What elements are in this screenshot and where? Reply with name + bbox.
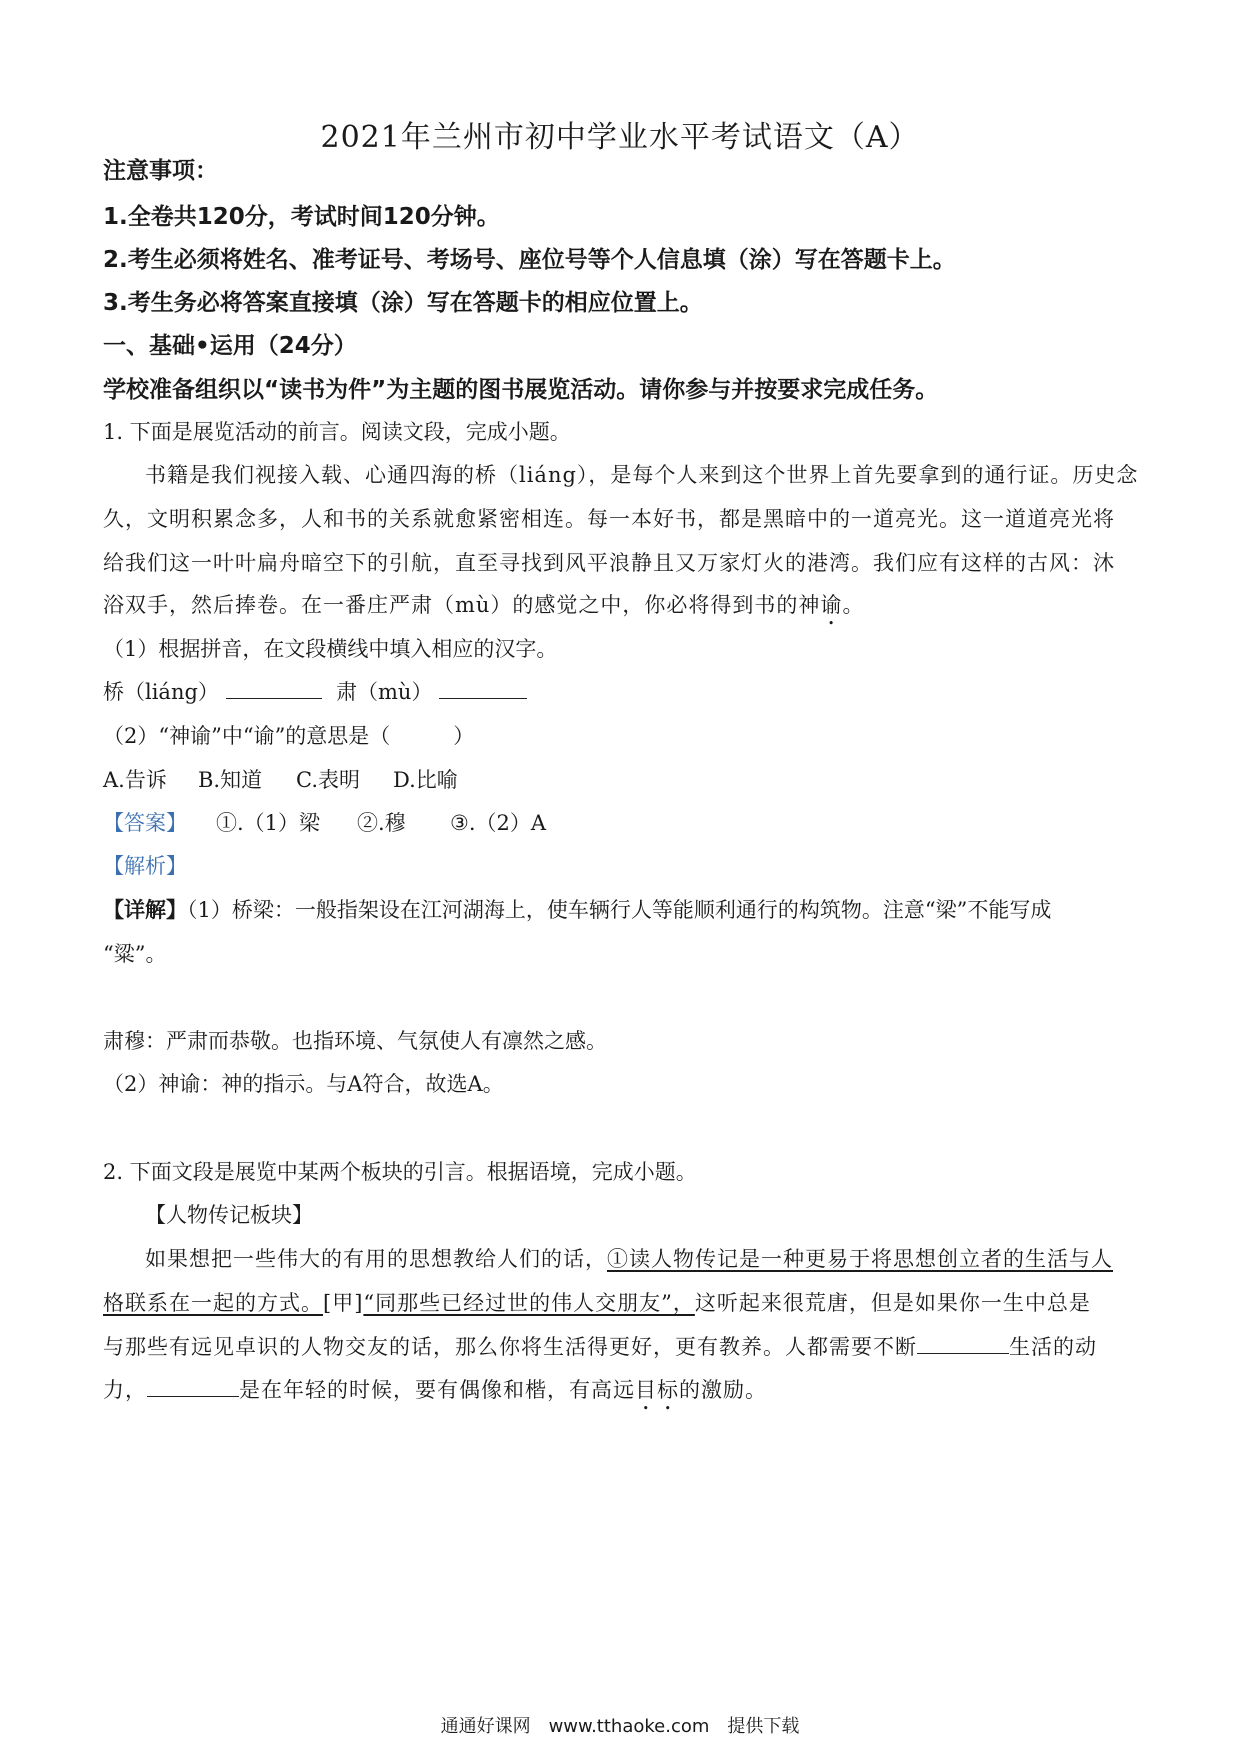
q2-line-4: 力， 是在年轻的时候，要有偶像和楷，有高远目标的激励。 bbox=[103, 1378, 767, 1402]
question-1-stem: 1. 下面是展览活动的前言。阅读文段，完成小题。 bbox=[103, 420, 571, 444]
option-d: D.比喻 bbox=[393, 768, 458, 792]
detail-line-3: 肃穆：严肃而恭敬。也指环境、气氛使人有凛然之感。 bbox=[103, 1029, 607, 1053]
detail-line-2: “粱”。 bbox=[103, 942, 167, 966]
q2-line-3: 与那些有远见卓识的人物交友的话，那么你将生活得更好，更有教养。人都需要不断 生活的动 bbox=[103, 1335, 1097, 1359]
q2-line-1: 如果想把一些伟大的有用的思想教给人们的话，①读人物传记是一种更易于将思想创立者的生活与人 bbox=[145, 1247, 1113, 1271]
sub-question-2: （2）“神谕”中“谕”的意思是（ ） bbox=[103, 724, 475, 748]
answer-label: 【答案】 bbox=[103, 811, 187, 835]
fill-blank-2[interactable] bbox=[439, 680, 527, 699]
passage-line-4: 浴双手，然后捧卷。在一番庄严肃（mù）的感觉之中，你必将得到书的神谕。 bbox=[103, 593, 865, 617]
q2-blank-2[interactable] bbox=[147, 1378, 239, 1397]
fill-item-1: 桥（liáng） bbox=[103, 676, 322, 706]
answer-2: ②.穆 bbox=[357, 811, 406, 835]
question-2-stem: 2. 下面文段是展览中某两个板块的引言。根据语境，完成小题。 bbox=[103, 1160, 697, 1184]
option-c: C.表明 bbox=[296, 768, 360, 792]
notice-heading: 注意事项： bbox=[103, 158, 218, 184]
fill-blank-1[interactable] bbox=[226, 680, 322, 699]
notice-item-2: 2.考生必须将姓名、准考证号、考场号、座位号等个人信息填（涂）写在答题卡上。 bbox=[103, 247, 956, 273]
emphasized-char: 谕 bbox=[820, 593, 843, 617]
block-title: 【人物传记板块】 bbox=[145, 1203, 313, 1227]
footer-credit: 通通好课网 www.tthaoke.com 提供下载 bbox=[440, 1716, 800, 1737]
answer-1: ①.（1）梁 bbox=[216, 811, 321, 835]
answer-3: ③.（2）A bbox=[450, 811, 547, 835]
detail-line-1: 【详解】（1）桥梁：一般指架设在江河湖海上，使车辆行人等能顺利通行的构筑物。注意“梁”不能写成 bbox=[103, 898, 1052, 922]
option-b: B.知道 bbox=[198, 768, 263, 792]
section-heading: 一、基础•运用（24分） bbox=[103, 333, 357, 359]
q2-blank-1[interactable] bbox=[917, 1335, 1009, 1354]
detail-line-4: （2）神谕：神的指示。与A符合，故选A。 bbox=[103, 1072, 504, 1096]
passage-line-2: 久，文明积累念多，人和书的关系就愈紧密相连。每一本好书，都是黑暗中的一道亮光。这一道道亮光将 bbox=[103, 507, 1115, 531]
passage-line-3: 给我们这一叶叶扁舟暗空下的引航，直至寻找到风平浪静且又万家灯火的港湾。我们应有这样的古风：沐 bbox=[103, 551, 1115, 575]
notice-item-1: 1.全卷共120分，考试时间120分钟。 bbox=[103, 204, 500, 230]
option-a: A.告诉 bbox=[103, 768, 167, 792]
section-intro: 学校准备组织以“读书为件”为主题的图书展览活动。请你参与并按要求完成任务。 bbox=[103, 377, 939, 403]
q2-line-2: 格联系在一起的方式。[甲]“同那些已经过世的伟人交朋友”，这听起来很荒唐，但是如果你一生中总是 bbox=[103, 1291, 1091, 1315]
fill-item-2: 肃（mù） bbox=[336, 676, 527, 706]
analysis-label: 【解析】 bbox=[103, 854, 187, 878]
notice-item-3: 3.考生务必将答案直接填（涂）写在答题卡的相应位置上。 bbox=[103, 290, 703, 316]
page-title: 2021年兰州市初中学业水平考试语文（A） bbox=[320, 120, 920, 155]
passage-line-1: 书籍是我们视接入载、心通四海的桥（liáng），是每个人来到这个世界上首先要拿到的通行证。历史念 bbox=[145, 463, 1139, 487]
sub-question-1: （1）根据拼音，在文段横线中填入相应的汉字。 bbox=[103, 637, 558, 661]
